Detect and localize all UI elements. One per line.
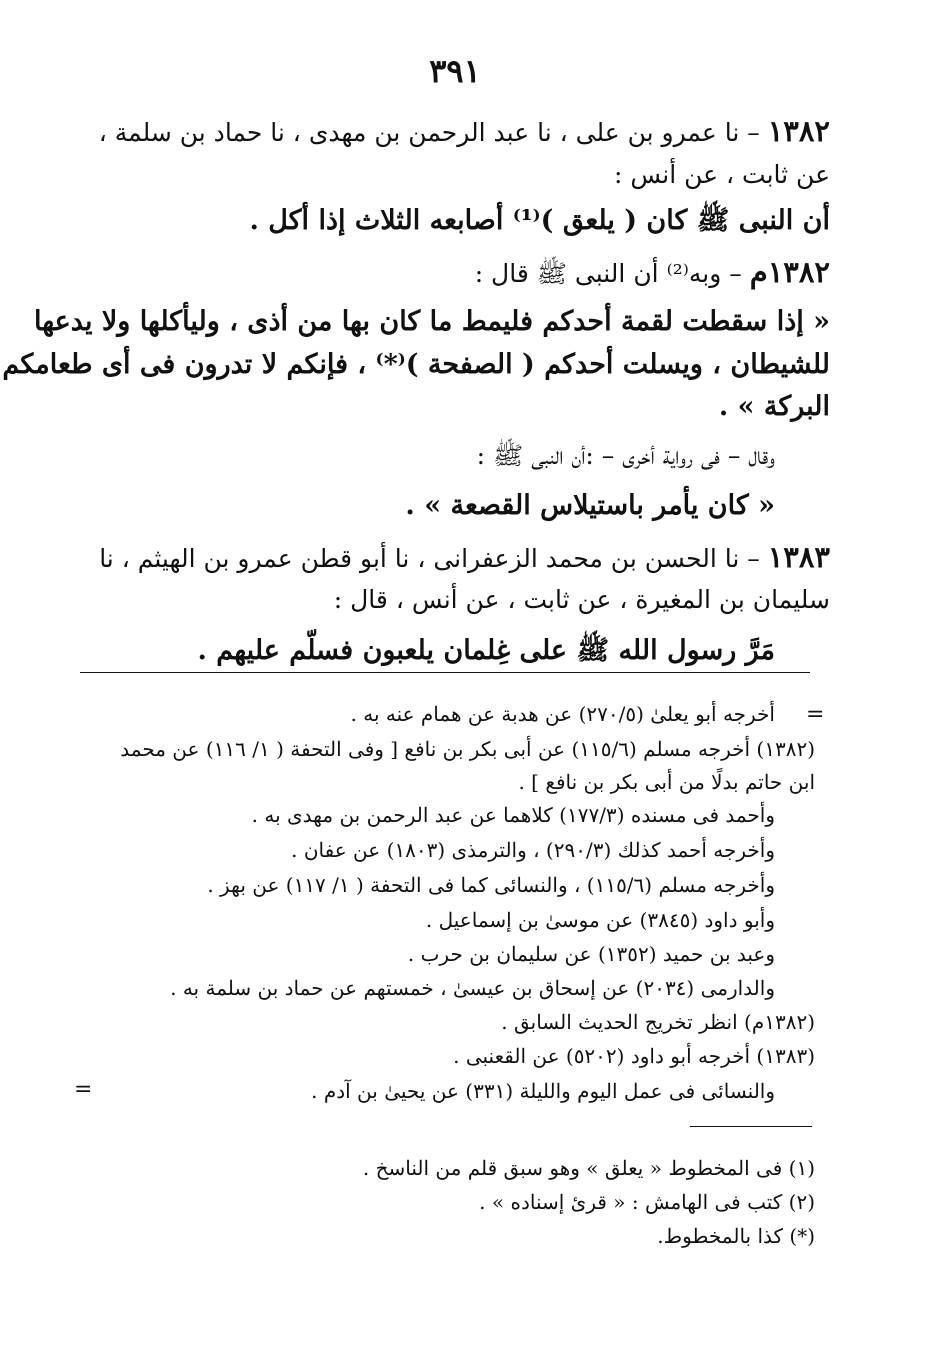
takhrij-line: وعبد بن حميد (١٣٥٢) عن سليمان بن حرب . (407, 942, 775, 966)
hadith-number: ١٣٨٢ (767, 114, 830, 148)
footnote-1: (١) فى المخطوط « يعلق » وهو سبق قلم من الناسخ . (362, 1156, 815, 1180)
hadith-number: ١٣٨٣ (767, 540, 830, 574)
takhrij-line: وأخرجه أحمد كذلك (٢٩٠/٣) ، والترمذى (١٨٠٣) عن عفان . (291, 838, 775, 862)
takhrij-line: (١٣٨٢م) انظر تخريج الحديث السابق . (501, 1010, 815, 1034)
separator-rule (80, 672, 810, 673)
footnote-star: (*) كذا بالمخطوط. (657, 1224, 815, 1248)
footnote-2: (٢) كتب فى الهامش : « قرئ إسناده » . (479, 1190, 815, 1214)
hadith-1382-line1: ١٣٨٢ – نا عمرو بن على ، نا عبد الرحمن بن مهدى ، نا حماد بن سلمة ، (98, 114, 830, 148)
takhrij-line: والدارمى (٢٠٣٤) عن إسحاق بن عيسىٰ ، خمستهم عن حماد بن سلمة به . (170, 976, 775, 1000)
hadith-1383-matn: مَرَّ رسول الله ﷺ على غِلمان يلعبون فسلّم عليهم . (197, 635, 775, 666)
takhrij-line: والنسائى فى عمل اليوم والليلة (٣٣١) عن يحيىٰ بن آدم . (311, 1079, 775, 1103)
continuation-mark: = (806, 702, 825, 727)
hadith-1383-line1: ١٣٨٣ – نا الحسن بن محمد الزعفرانى ، نا أبو قطن عمرو بن الهيثم ، نا (99, 540, 830, 574)
hadith-1382-matn: أن النبى ﷺ كان ( يلعق )⁽¹⁾ أصابعه الثلاث إذا أكل . (249, 205, 830, 236)
hadith-1383-line2: سليمان بن المغيرة ، عن ثابت ، عن أنس ، قال : (333, 585, 830, 614)
hadith-1382m-matn-line2: للشيطان ، ويسلت أحدكم ( الصفحة )⁽*⁾ ، فإنكم لا تدرون فى أى طعامكم (2, 349, 830, 380)
continuation-mark: = (74, 1077, 93, 1102)
takhrij-line: (١٣٨٢) أخرجه مسلم (١١٥/٦) عن أبى بكر بن نافع [ وفى التحفة ( ١/ ١١٦) عن محمد (120, 737, 815, 761)
takhrij-line: وأبو داود (٣٨٤٥) عن موسىٰ بن إسماعيل . (425, 908, 775, 932)
hadith-1382-line2: عن ثابت ، عن أنس : (614, 160, 830, 189)
footnote-rule (690, 1126, 812, 1127)
takhrij-line: أخرجه أبو يعلىٰ (٢٧٠/٥) عن هدبة عن همام عنه به . (350, 702, 775, 726)
takhrij-line: (١٣٨٣) أخرجه أبو داود (٥٢٠٢) عن القعنبى . (453, 1044, 815, 1068)
hadith-1382m-alt-intro: وقال – فى رواية أخرى – :أن النبى ﷺ : (476, 441, 775, 470)
hadith-1382m-alt-matn: « كان يأمر باستيلاس القصعة » . (405, 490, 775, 521)
takhrij-line: وأخرجه مسلم (١١٥/٦) ، والنسائى كما فى التحفة ( ١/ ١١٧) عن بهز . (207, 873, 775, 897)
takhrij-line: وأحمد فى مسنده (١٧٧/٣) كلاهما عن عبد الرحمن بن مهدى به . (251, 803, 775, 827)
hadith-number: ١٣٨٢م (749, 255, 830, 289)
hadith-1382m-matn-line1: « إذا سقطت لقمة أحدكم فليمط ما كان بها من أذى ، وليأكلها ولا يدعها (33, 306, 830, 337)
takhrij-line: ابن حاتم بدلًا من أبى بكر بن نافع ] . (518, 770, 815, 794)
hadith-1382m-matn-line3: البركة » . (718, 391, 830, 422)
page-number: ٣٩١ (429, 52, 481, 90)
hadith-1382m-intro: ١٣٨٢م – وبه⁽²⁾ أن النبى ﷺ قال : (474, 255, 830, 289)
